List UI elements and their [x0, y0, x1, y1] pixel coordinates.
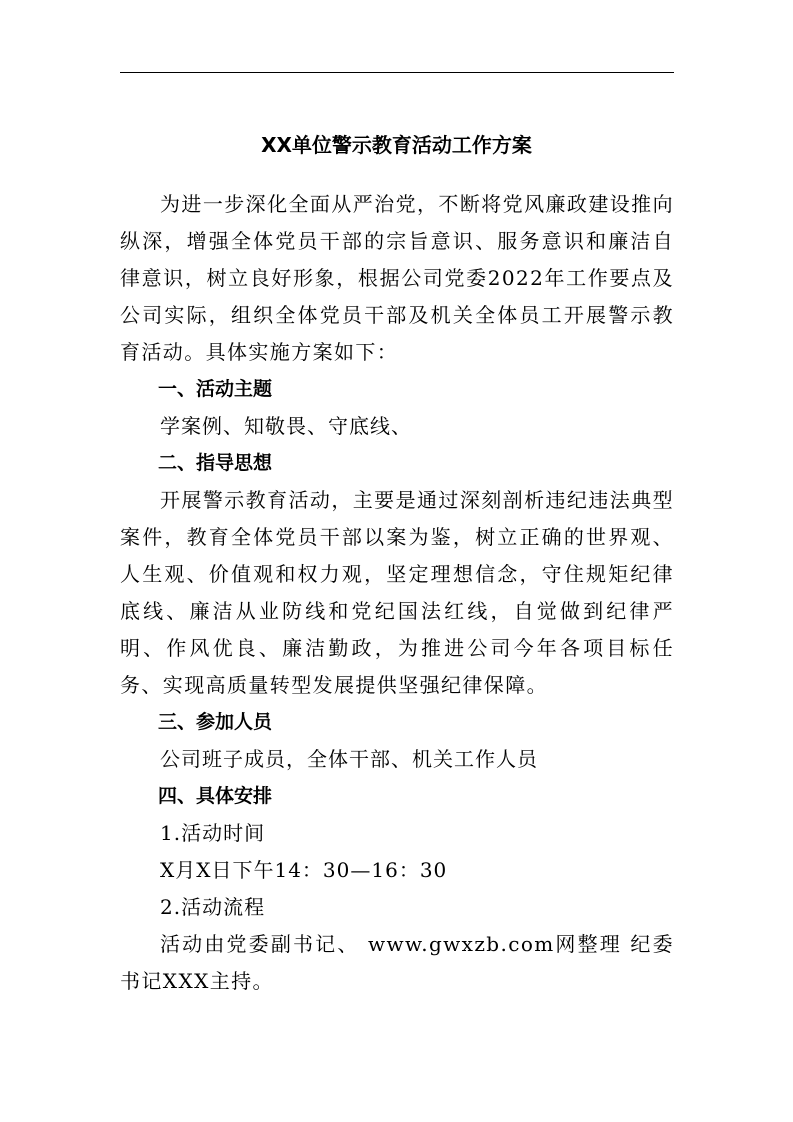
section-heading-arrangement: 四、具体安排 [158, 785, 273, 807]
section-heading-theme: 一、活动主题 [158, 378, 273, 400]
time-value: X月X日下午14：30—16：30 [160, 858, 448, 882]
document-title: XX单位警示教育活动工作方案 [261, 133, 532, 157]
section-heading-participants: 三、参加人员 [158, 711, 273, 733]
document-body [120, 186, 674, 1000]
theme-text: 学案例、知敬畏、守底线、 [160, 414, 412, 438]
process-paragraph: 活动由党委副书记、 www.gwxzb.com网整理 纪委书记XXX主持。 [120, 932, 674, 993]
section-heading-guidance: 二、指导思想 [158, 452, 273, 474]
time-label: 1.活动时间 [160, 821, 266, 845]
process-label: 2.活动流程 [160, 895, 266, 919]
header-rule [120, 72, 674, 73]
guidance-paragraph: 开展警示教育活动，主要是通过深刻剖析违纪违法典型案件，教育全体党员干部以案为鉴，树立正确的世界观、人生观、价值观和权力观，坚定理想信念，守住规矩纪律底线、廉洁从业防线和党纪国法红线，自觉做到纪律严明、作风优良、廉洁勤政，为推进公司今年各项目标任务、实现高质量转型发展提供坚强纪律保障。 [120, 488, 674, 697]
participants-text: 公司班子成员，全体干部、机关工作人员 [160, 747, 538, 771]
intro-paragraph: 为进一步深化全面从严治党，不断将党风廉政建设推向纵深，增强全体党员干部的宗旨意识、服务意识和廉洁自律意识，树立良好形象，根据公司党委2022年工作要点及公司实际，组织全体党员干部及机关全体员工开展警示教育活动。具体实施方案如下： [120, 192, 674, 364]
